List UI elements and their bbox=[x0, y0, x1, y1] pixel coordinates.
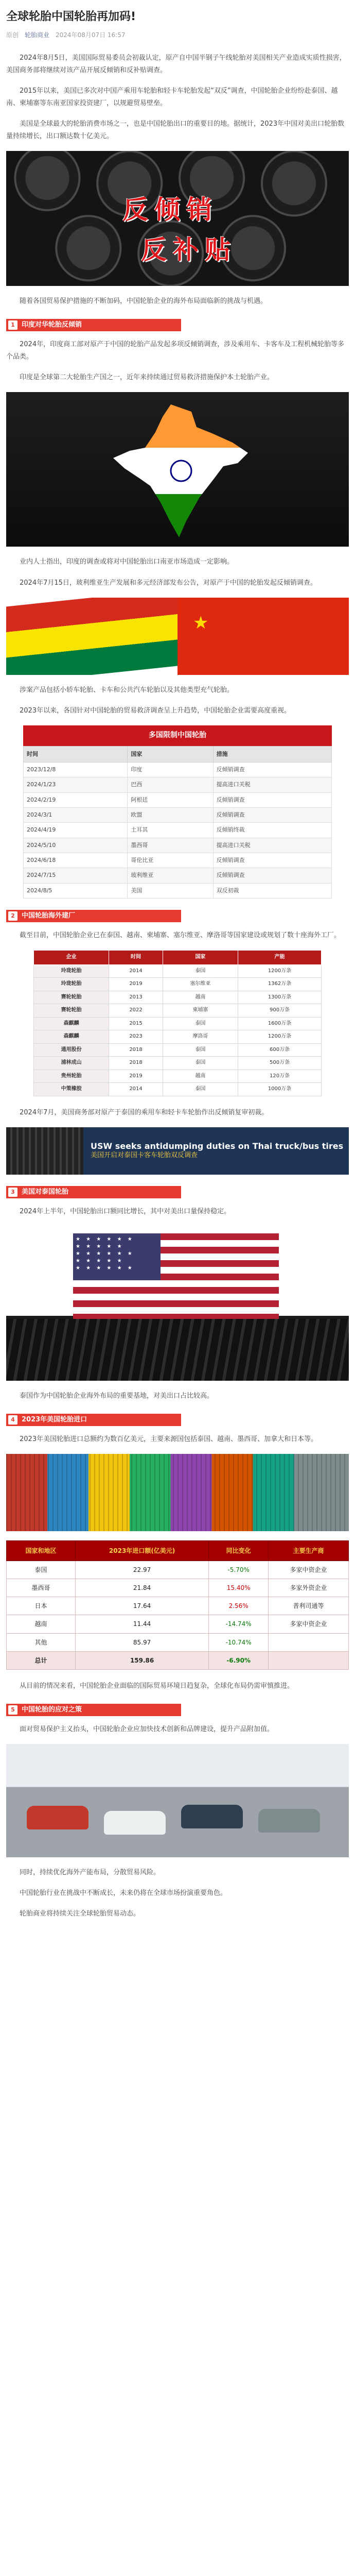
table-cell: 11.44 bbox=[75, 1615, 208, 1633]
body-paragraph: 从目前的情况来看，中国轮胎企业面临的国际贸易环境日趋复杂，全球化布局仍需审慎推进。 bbox=[20, 1682, 294, 1690]
table-cell: 600万条 bbox=[238, 1043, 322, 1057]
table-cell: 其他 bbox=[7, 1633, 76, 1651]
section-number: 2 bbox=[8, 911, 17, 921]
section-number: 1 bbox=[8, 320, 17, 330]
table-cell: 泰国 bbox=[163, 964, 238, 978]
table-cell: 玲珑轮胎 bbox=[34, 964, 109, 978]
table-cell bbox=[269, 1633, 349, 1651]
table-cell: 500万条 bbox=[238, 1057, 322, 1070]
table-caption: 多国限制中国轮胎 bbox=[23, 725, 332, 746]
section-heading-text: 中国轮胎海外建厂 bbox=[22, 911, 76, 920]
flag-canton: ★ ★ ★ ★ ★ ★ ★ ★ ★ ★ ★ ★ ★ ★ ★ ★ ★ ★ ★ ★ ★ ★ ★ ★ ★ ★ ★ ★ bbox=[73, 1233, 161, 1280]
table-cell: 21.84 bbox=[75, 1579, 208, 1597]
table-cell: 2024/6/18 bbox=[24, 853, 128, 868]
table-row bbox=[34, 1043, 322, 1057]
table-cell: 2024/7/15 bbox=[24, 868, 128, 883]
table-cell: 多家外资企业 bbox=[269, 1579, 349, 1597]
table-row bbox=[34, 1083, 322, 1096]
table-cell: 总计 bbox=[7, 1651, 76, 1669]
table-row bbox=[34, 991, 322, 1004]
table-cell: 1000万条 bbox=[238, 1083, 322, 1096]
table-cell: 美国 bbox=[128, 883, 213, 898]
table-cell: -14.74% bbox=[209, 1615, 269, 1633]
table-cell: 赛轮轮胎 bbox=[34, 1004, 109, 1018]
table-cell: 越南 bbox=[163, 991, 238, 1004]
table-cell: 贵州轮胎 bbox=[34, 1070, 109, 1083]
table-cell: 玻利维亚 bbox=[128, 868, 213, 883]
body-paragraph: 2024年7月15日，玻利维亚生产发展和多元经济部发布公告，对原产于中国的轮胎发起反倾销调查。 bbox=[20, 579, 317, 587]
intro-paragraph: 随着各国贸易保护措施的不断加码，中国轮胎企业的海外布局面临新的挑战与机遇。 bbox=[20, 297, 268, 306]
intro-paragraph: 2024年8月5日，美国国际贸易委员会初裁认定，原产自中国半钢子午线轮胎对美国相关产业造成实质性损害，美国商务部将继续对该产品开展反倾销和反补贴调查。 bbox=[6, 54, 346, 75]
table-cell: 1200万条 bbox=[238, 1030, 322, 1044]
body-paragraph: 业内人士指出，印度的调查或将对中国轮胎出口南亚市场造成一定影响。 bbox=[20, 558, 234, 566]
table-cell: 泰国 bbox=[7, 1561, 76, 1579]
table-cell: 2023 bbox=[109, 1030, 163, 1044]
table-cell: 2014 bbox=[109, 964, 163, 978]
table-cell: 15.40% bbox=[209, 1579, 269, 1597]
table-cell: 越南 bbox=[7, 1615, 76, 1633]
table-row bbox=[7, 1615, 349, 1633]
parking-lot-photo bbox=[6, 1744, 349, 1857]
table-row bbox=[24, 777, 332, 792]
body-paragraph: 2023年美国轮胎进口总额约为数百亿美元，主要来源国包括泰国、越南、墨西哥、加拿大和日本等。 bbox=[20, 1435, 318, 1443]
table-cell: -10.74% bbox=[209, 1633, 269, 1651]
photo-overlay-text: 反倾销 bbox=[122, 194, 218, 225]
table-cell: 日本 bbox=[7, 1597, 76, 1615]
closing-paragraph: 中国轮胎行业在挑战中不断成长，未来仍将在全球市场扮演重要角色。 bbox=[20, 1889, 227, 1897]
section-heading bbox=[6, 1186, 181, 1198]
car-icon bbox=[181, 1805, 243, 1828]
table-cell: 阿根廷 bbox=[128, 792, 213, 807]
table-cell: 泰国 bbox=[163, 1043, 238, 1057]
table-header-cell: 时间 bbox=[109, 951, 163, 965]
table-row bbox=[24, 823, 332, 838]
section-heading-text: 中国轮胎的应对之策 bbox=[22, 1706, 82, 1714]
table-cell: 泰国 bbox=[163, 1083, 238, 1096]
table-cell: 柬埔寨 bbox=[163, 1004, 238, 1018]
table-cell: 反倾销调查 bbox=[213, 868, 331, 883]
body-paragraph: 2023年以来，各国针对中国轮胎的贸易救济调查呈上升趋势，中国轮胎企业需要高度重视。 bbox=[20, 706, 291, 715]
table-cell: 17.64 bbox=[75, 1597, 208, 1615]
table-cell: 2018 bbox=[109, 1043, 163, 1057]
table-cell: 摩洛哥 bbox=[163, 1030, 238, 1044]
table-cell: 泰国 bbox=[163, 1057, 238, 1070]
us-import-table bbox=[6, 1540, 349, 1670]
table-cell: -5.70% bbox=[209, 1561, 269, 1579]
table-cell: 反倾销调查 bbox=[213, 853, 331, 868]
table-cell: 2024/2/19 bbox=[24, 792, 128, 807]
table-cell: 塞尔维亚 bbox=[163, 978, 238, 991]
china-flag-icon bbox=[177, 598, 349, 675]
table-cell: 提高进口关税 bbox=[213, 838, 331, 853]
section-heading-text: 美国对泰国轮胎 bbox=[22, 1188, 69, 1196]
table-cell: 2024/8/5 bbox=[24, 883, 128, 898]
table-row bbox=[7, 1651, 349, 1669]
table-cell: 85.97 bbox=[75, 1633, 208, 1651]
section-heading bbox=[6, 1414, 181, 1426]
india-map-photo bbox=[6, 392, 349, 547]
table-cell: 哥伦比亚 bbox=[128, 853, 213, 868]
table-row bbox=[24, 883, 332, 898]
table-row bbox=[34, 964, 322, 978]
table-cell: 多家中资企业 bbox=[269, 1615, 349, 1633]
table-cell: 2019 bbox=[109, 1070, 163, 1083]
bolivia-flag-icon bbox=[6, 598, 177, 675]
table-cell: 反倾销调查 bbox=[213, 807, 331, 822]
table-cell: 2014 bbox=[109, 1083, 163, 1096]
tires-photo bbox=[6, 151, 349, 286]
table-cell: 中策橡胶 bbox=[34, 1083, 109, 1096]
table-cell: 欧盟 bbox=[128, 807, 213, 822]
table-cell: 1300万条 bbox=[238, 991, 322, 1004]
car-icon bbox=[27, 1806, 88, 1829]
trade-case-table bbox=[23, 725, 332, 899]
section-heading bbox=[6, 319, 181, 331]
table-row bbox=[24, 838, 332, 853]
table-header-cell: 产能 bbox=[238, 951, 322, 965]
table-header-cell: 主要生产商 bbox=[269, 1540, 349, 1561]
body-paragraph: 同时，持续优化海外产能布局，分散贸易风险。 bbox=[20, 1869, 161, 1877]
banner-chinese-text: 美国开启对泰国卡客车轮胎双反调查 bbox=[91, 1151, 198, 1160]
table-cell: 2024/1/23 bbox=[24, 777, 128, 792]
table-cell: 反倾销终裁 bbox=[213, 823, 331, 838]
table-row bbox=[7, 1597, 349, 1615]
table-row bbox=[34, 1070, 322, 1083]
table-row bbox=[34, 978, 322, 991]
table-cell: 2022 bbox=[109, 1004, 163, 1018]
table-cell: 玲珑轮胎 bbox=[34, 978, 109, 991]
overseas-plant-table bbox=[33, 950, 322, 1096]
table-row bbox=[24, 792, 332, 807]
table-row bbox=[34, 1030, 322, 1044]
body-paragraph: 2024年7月，美国商务部对原产于泰国的乘用车和轻卡车轮胎作出反倾销复审初裁。 bbox=[20, 1108, 269, 1116]
india-flag-map-icon bbox=[109, 401, 253, 540]
section-number: 3 bbox=[8, 1188, 17, 1197]
body-paragraph: 2024年，印度商工部对原产于中国的轮胎产品发起多项反倾销调查，涉及乘用车、卡客车及工程机械轮胎等多个品类。 bbox=[6, 341, 345, 361]
table-row bbox=[34, 1004, 322, 1018]
body-paragraph: 涉案产品包括小轿车轮胎、卡车和公共汽车轮胎以及其他类型充气轮胎。 bbox=[20, 686, 234, 694]
intro-paragraph: 美国是全球最大的轮胎消费市场之一，也是中国轮胎出口的重要目的地。据统计，2023年中国对美出口轮胎数量持续增长，出口额达数十亿美元。 bbox=[6, 120, 345, 141]
section-number: 4 bbox=[8, 1415, 17, 1425]
table-cell: 反倾销调查 bbox=[213, 792, 331, 807]
shipping-containers-photo bbox=[6, 1454, 349, 1531]
table-cell: 双反初裁 bbox=[213, 883, 331, 898]
section-heading-text: 2023年美国轮胎进口 bbox=[22, 1415, 87, 1423]
body-paragraph: 2024年上半年，中国轮胎出口额同比增长，其中对美出口量保持稳定。 bbox=[20, 1207, 231, 1215]
body-paragraph: 泰国作为中国轮胎企业海外布局的重要基地，对美出口占比较高。 bbox=[20, 1392, 214, 1400]
table-header-cell: 措施 bbox=[213, 746, 331, 762]
section-heading bbox=[6, 910, 181, 922]
table-header-cell: 企业 bbox=[34, 951, 109, 965]
article-author-link[interactable]: 轮胎商业 bbox=[25, 31, 50, 39]
table-cell: 1362万条 bbox=[238, 978, 322, 991]
section-heading bbox=[6, 1704, 181, 1716]
table-cell: 22.97 bbox=[75, 1561, 208, 1579]
body-paragraph: 面对贸易保护主义抬头，中国轮胎企业应加快技术创新和品牌建设，提升产品附加值。 bbox=[20, 1725, 274, 1734]
car-icon bbox=[104, 1811, 166, 1835]
tire-treads-icon bbox=[6, 1319, 349, 1381]
table-cell: 土耳其 bbox=[128, 823, 213, 838]
article-title: 全球轮胎中国轮胎再加码! bbox=[6, 10, 136, 23]
article-meta bbox=[6, 29, 349, 41]
article-date: 2024年08月07日 16:57 bbox=[56, 31, 126, 39]
table-row bbox=[24, 868, 332, 883]
photo-overlay-text: 反补贴 bbox=[141, 234, 237, 265]
table-header-cell: 国家 bbox=[163, 951, 238, 965]
table-header-cell: 国家和地区 bbox=[7, 1540, 76, 1561]
table-cell: 墨西哥 bbox=[7, 1579, 76, 1597]
us-flag-icon bbox=[73, 1233, 279, 1321]
table-cell: 159.86 bbox=[75, 1651, 208, 1669]
table-cell: 墨西哥 bbox=[128, 838, 213, 853]
table-cell: 越南 bbox=[163, 1070, 238, 1083]
tire-icon bbox=[6, 1127, 83, 1175]
star-icon: ★ bbox=[193, 612, 209, 633]
bolivia-china-flags-photo bbox=[6, 598, 349, 675]
table-row bbox=[24, 762, 332, 777]
table-cell: 2024/3/1 bbox=[24, 807, 128, 822]
table-header-cell: 同比变化 bbox=[209, 1540, 269, 1561]
table-cell: 赛轮轮胎 bbox=[34, 991, 109, 1004]
table-cell: 2.56% bbox=[209, 1597, 269, 1615]
table-cell: 120万条 bbox=[238, 1070, 322, 1083]
table-header-cell: 2023年进口额(亿美元) bbox=[75, 1540, 208, 1561]
table-cell: -6.90% bbox=[209, 1651, 269, 1669]
closing-paragraph: 轮胎商业将持续关注全球轮胎贸易动态。 bbox=[20, 1910, 140, 1918]
table-cell: 反倾销调查 bbox=[213, 762, 331, 777]
table-cell: 多家中资企业 bbox=[269, 1561, 349, 1579]
table-cell: 2013 bbox=[109, 991, 163, 1004]
table-cell: 森麒麟 bbox=[34, 1030, 109, 1044]
table-header-cell: 国家 bbox=[128, 746, 213, 762]
table-row bbox=[24, 807, 332, 822]
table-cell: 巴西 bbox=[128, 777, 213, 792]
us-flag-tires-photo bbox=[6, 1226, 349, 1381]
table-cell: 泰国 bbox=[163, 1017, 238, 1030]
table-cell: 2024/4/19 bbox=[24, 823, 128, 838]
table-row bbox=[7, 1561, 349, 1579]
table-cell: 900万条 bbox=[238, 1004, 322, 1018]
table-cell: 提高进口关税 bbox=[213, 777, 331, 792]
section-heading-text: 印度对华轮胎反倾销 bbox=[22, 321, 82, 329]
table-cell: 2023/12/8 bbox=[24, 762, 128, 777]
banner-english-text: USW seeks antidumping duties on Thai truck/bus tires bbox=[91, 1141, 344, 1151]
table-row bbox=[34, 1057, 322, 1070]
intro-paragraph: 2015年以来，美国已多次对中国产乘用车轮胎和轻卡车轮胎发起“双反”调查，中国轮胎企业纷纷赴泰国、越南、柬埔寨等东南亚国家投资建厂，以规避贸易壁垒。 bbox=[6, 87, 338, 108]
table-cell: 1600万条 bbox=[238, 1017, 322, 1030]
body-paragraph: 印度是全球第二大轮胎生产国之一，近年来持续通过贸易救济措施保护本土轮胎产业。 bbox=[20, 374, 274, 382]
section-number: 5 bbox=[8, 1705, 17, 1715]
table-cell: 通用股份 bbox=[34, 1043, 109, 1057]
table-row bbox=[7, 1579, 349, 1597]
article-source: 原创 bbox=[6, 31, 19, 39]
table-header-cell: 时间 bbox=[24, 746, 128, 762]
table-row bbox=[34, 1017, 322, 1030]
table-cell: 2018 bbox=[109, 1057, 163, 1070]
table-row bbox=[24, 853, 332, 868]
table-cell: 浦林成山 bbox=[34, 1057, 109, 1070]
table-cell: 森麒麟 bbox=[34, 1017, 109, 1030]
table-cell: 1200万条 bbox=[238, 964, 322, 978]
news-banner bbox=[6, 1127, 349, 1175]
table-cell: 2015 bbox=[109, 1017, 163, 1030]
table-row bbox=[7, 1633, 349, 1651]
table-cell: 印度 bbox=[128, 762, 213, 777]
table-cell bbox=[269, 1651, 349, 1669]
body-paragraph: 截至目前，中国轮胎企业已在泰国、越南、柬埔寨、塞尔维亚、摩洛哥等国家建设或规划了数十座海外工厂。 bbox=[20, 931, 341, 939]
table-cell: 普利司通等 bbox=[269, 1597, 349, 1615]
car-icon bbox=[258, 1809, 320, 1833]
table-cell: 2024/5/10 bbox=[24, 838, 128, 853]
table-cell: 2019 bbox=[109, 978, 163, 991]
